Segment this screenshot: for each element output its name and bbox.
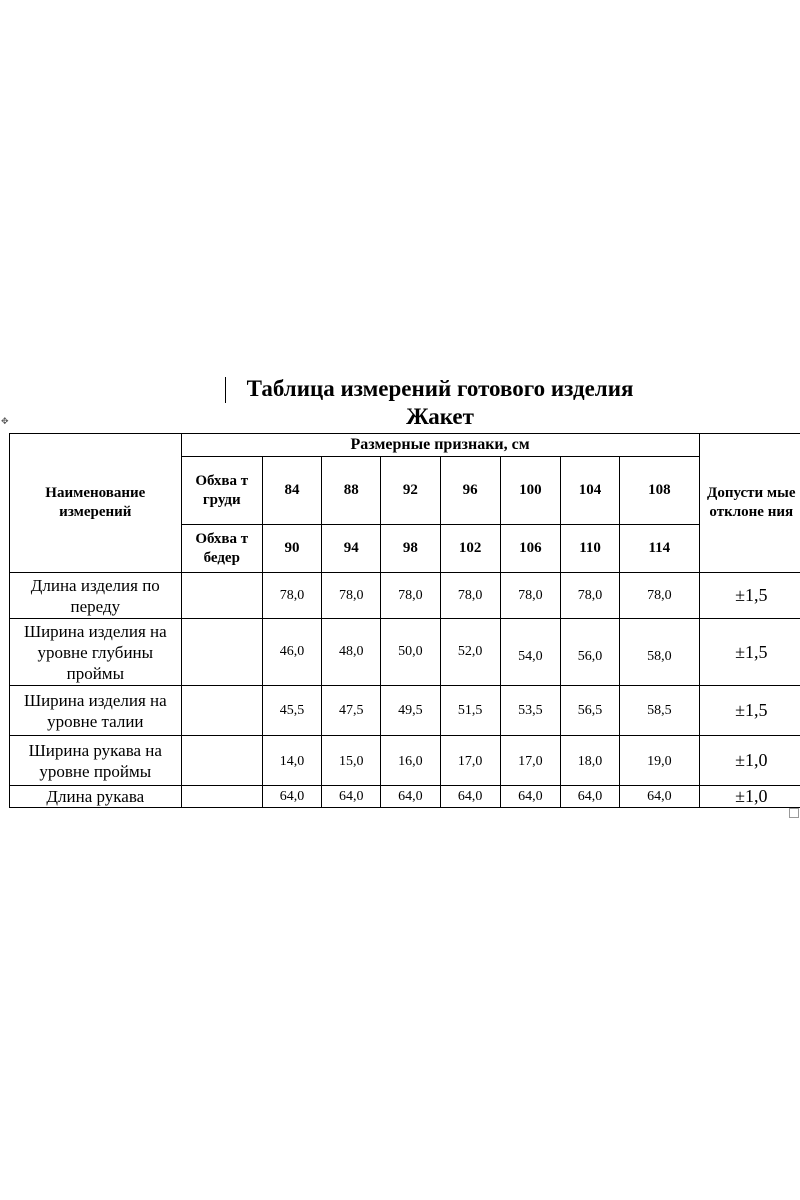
value-cell: 17,0 <box>500 736 560 786</box>
tolerance-cell: ±1,5 <box>699 573 800 619</box>
document-title: Таблица измерений готового изделия <box>246 376 634 401</box>
empty-cell <box>181 573 262 619</box>
value-cell: 64,0 <box>560 786 619 808</box>
value-cell: 58,0 <box>620 619 699 686</box>
row-chest-label: Обхва т груди <box>181 457 262 525</box>
table-row <box>10 736 800 786</box>
measurement-name: Длина изделия по переду <box>10 573 182 619</box>
hip-size-cell: 98 <box>381 525 440 573</box>
value-cell: 56,5 <box>560 686 619 736</box>
header-tolerance: Допусти мые отклоне ния <box>699 434 800 573</box>
value-cell: 18,0 <box>560 736 619 786</box>
value-cell: 54,0 <box>500 619 560 686</box>
value-cell: 78,0 <box>322 573 381 619</box>
header-size-features: Размерные признаки, см <box>181 434 699 457</box>
value-cell: 78,0 <box>620 573 699 619</box>
value-cell: 78,0 <box>440 573 500 619</box>
table-row <box>10 573 800 619</box>
measurement-table <box>9 433 800 808</box>
value-cell: 19,0 <box>620 736 699 786</box>
value-cell: 50,0 <box>381 619 440 686</box>
value-cell: 48,0 <box>322 619 381 686</box>
hip-size-cell: 94 <box>322 525 381 573</box>
table-resize-handle[interactable] <box>789 808 799 818</box>
value-cell: 51,5 <box>440 686 500 736</box>
row-hips-label: Обхва т бедер <box>181 525 262 573</box>
value-cell: 64,0 <box>262 786 321 808</box>
value-cell: 16,0 <box>381 736 440 786</box>
empty-cell <box>181 686 262 736</box>
value-cell: 52,0 <box>440 619 500 686</box>
tolerance-cell: ±1,0 <box>699 736 800 786</box>
value-cell: 78,0 <box>500 573 560 619</box>
tolerance-cell: ±1,5 <box>699 619 800 686</box>
value-cell: 64,0 <box>620 786 699 808</box>
value-cell: 64,0 <box>381 786 440 808</box>
value-cell: 64,0 <box>500 786 560 808</box>
empty-cell <box>181 786 262 808</box>
chest-size-cell: 92 <box>381 457 440 525</box>
chest-size-cell: 88 <box>322 457 381 525</box>
empty-cell <box>181 736 262 786</box>
measurement-name: Длина рукава <box>10 786 182 808</box>
chest-size-cell: 96 <box>440 457 500 525</box>
measurement-name: Ширина изделия на уровне глубины проймы <box>10 619 182 686</box>
value-cell: 15,0 <box>322 736 381 786</box>
tolerance-cell: ±1,5 <box>699 686 800 736</box>
value-cell: 49,5 <box>381 686 440 736</box>
value-cell: 78,0 <box>560 573 619 619</box>
chest-size-cell: 108 <box>620 457 699 525</box>
hip-size-cell: 110 <box>560 525 619 573</box>
hip-size-cell: 102 <box>440 525 500 573</box>
hip-size-cell: 90 <box>262 525 321 573</box>
value-cell: 14,0 <box>262 736 321 786</box>
measurement-name: Ширина рукава на уровне проймы <box>10 736 182 786</box>
value-cell: 58,5 <box>620 686 699 736</box>
table-row <box>10 619 800 686</box>
value-cell: 78,0 <box>262 573 321 619</box>
value-cell: 47,5 <box>322 686 381 736</box>
value-cell: 45,5 <box>262 686 321 736</box>
table-row <box>10 786 800 808</box>
value-cell: 64,0 <box>322 786 381 808</box>
value-cell: 78,0 <box>381 573 440 619</box>
value-cell: 53,5 <box>500 686 560 736</box>
value-cell: 56,0 <box>560 619 619 686</box>
hip-size-cell: 114 <box>620 525 699 573</box>
chest-size-cell: 104 <box>560 457 619 525</box>
tolerance-cell: ±1,0 <box>699 786 800 808</box>
empty-cell <box>181 619 262 686</box>
table-row <box>10 686 800 736</box>
chest-size-cell: 100 <box>500 457 560 525</box>
document-subtitle: Жакет <box>406 404 474 429</box>
chest-size-cell: 84 <box>262 457 321 525</box>
value-cell: 64,0 <box>440 786 500 808</box>
header-measurement-name: Наименование измерений <box>10 434 182 573</box>
table-move-handle-icon[interactable]: ✥ <box>1 417 9 427</box>
value-cell: 17,0 <box>440 736 500 786</box>
measurement-name: Ширина изделия на уровне талии <box>10 686 182 736</box>
value-cell: 46,0 <box>262 619 321 686</box>
hip-size-cell: 106 <box>500 525 560 573</box>
